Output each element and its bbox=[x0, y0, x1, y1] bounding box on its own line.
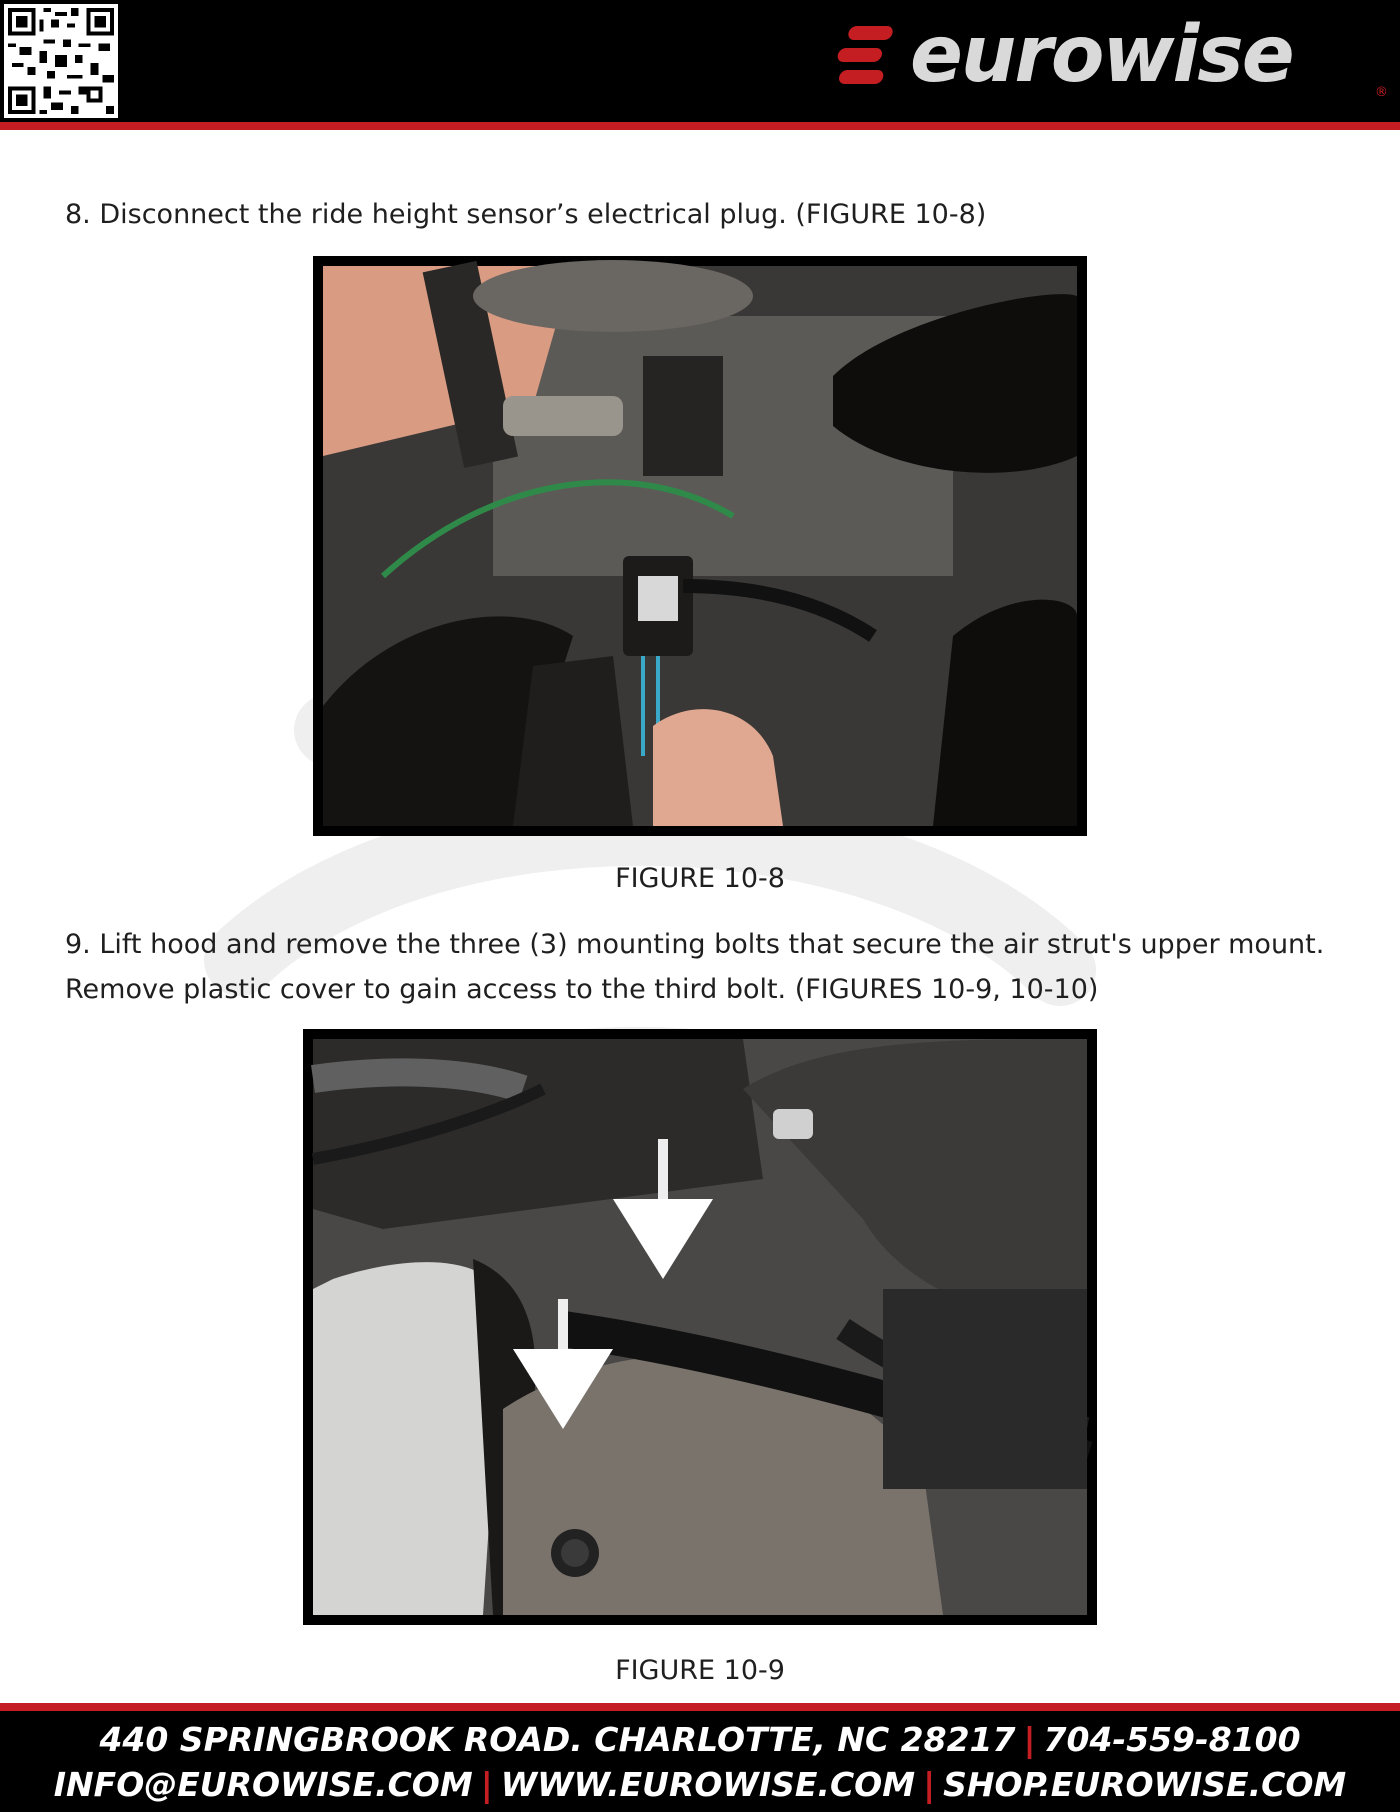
figure-10-8-caption: FIGURE 10-8 bbox=[615, 863, 785, 894]
figure-10-9-caption: FIGURE 10-9 bbox=[615, 1655, 785, 1686]
footer-separator: | bbox=[480, 1765, 493, 1804]
footer-email-link[interactable]: INFO@EUROWISE.COM bbox=[53, 1765, 473, 1804]
footer-phone[interactable]: 704-559-8100 bbox=[1043, 1720, 1301, 1759]
footer-links-line bbox=[0, 1762, 1400, 1807]
footer-website-link[interactable]: WWW.EUROWISE.COM bbox=[500, 1765, 916, 1804]
eurowise-logo[interactable] bbox=[832, 8, 1388, 108]
page-header bbox=[0, 0, 1400, 122]
step-8-text: 8. Disconnect the ride height sensor’s electrical plug. (FIGURE 10-8) bbox=[65, 199, 987, 230]
footer-shop-link[interactable]: SHOP.EUROWISE.COM bbox=[943, 1765, 1347, 1804]
logo-wordmark: eurowise bbox=[910, 10, 1293, 100]
footer-separator: | bbox=[923, 1765, 936, 1804]
page-footer bbox=[0, 1711, 1400, 1812]
step-9-text: 9. Lift hood and remove the three (3) mounting bolts that secure the air strut's upper mount. Remove plastic cover to gain access to the third bolt. (FIGURES 10-9, 10-10) bbox=[65, 929, 1325, 1005]
logo-mark-icon bbox=[832, 26, 894, 84]
trademark-symbol: ® bbox=[1375, 85, 1388, 100]
footer-address: 440 SPRINGBROOK ROAD. CHARLOTTE, NC 28217 bbox=[99, 1720, 1016, 1759]
footer-stripe bbox=[0, 1703, 1400, 1711]
figure-10-8-photo bbox=[313, 256, 1087, 836]
header-stripe bbox=[0, 122, 1400, 130]
footer-separator: | bbox=[1023, 1720, 1036, 1759]
footer-address-line bbox=[0, 1711, 1400, 1762]
qr-code-icon[interactable] bbox=[4, 4, 118, 118]
figure-10-9-photo bbox=[303, 1029, 1097, 1625]
